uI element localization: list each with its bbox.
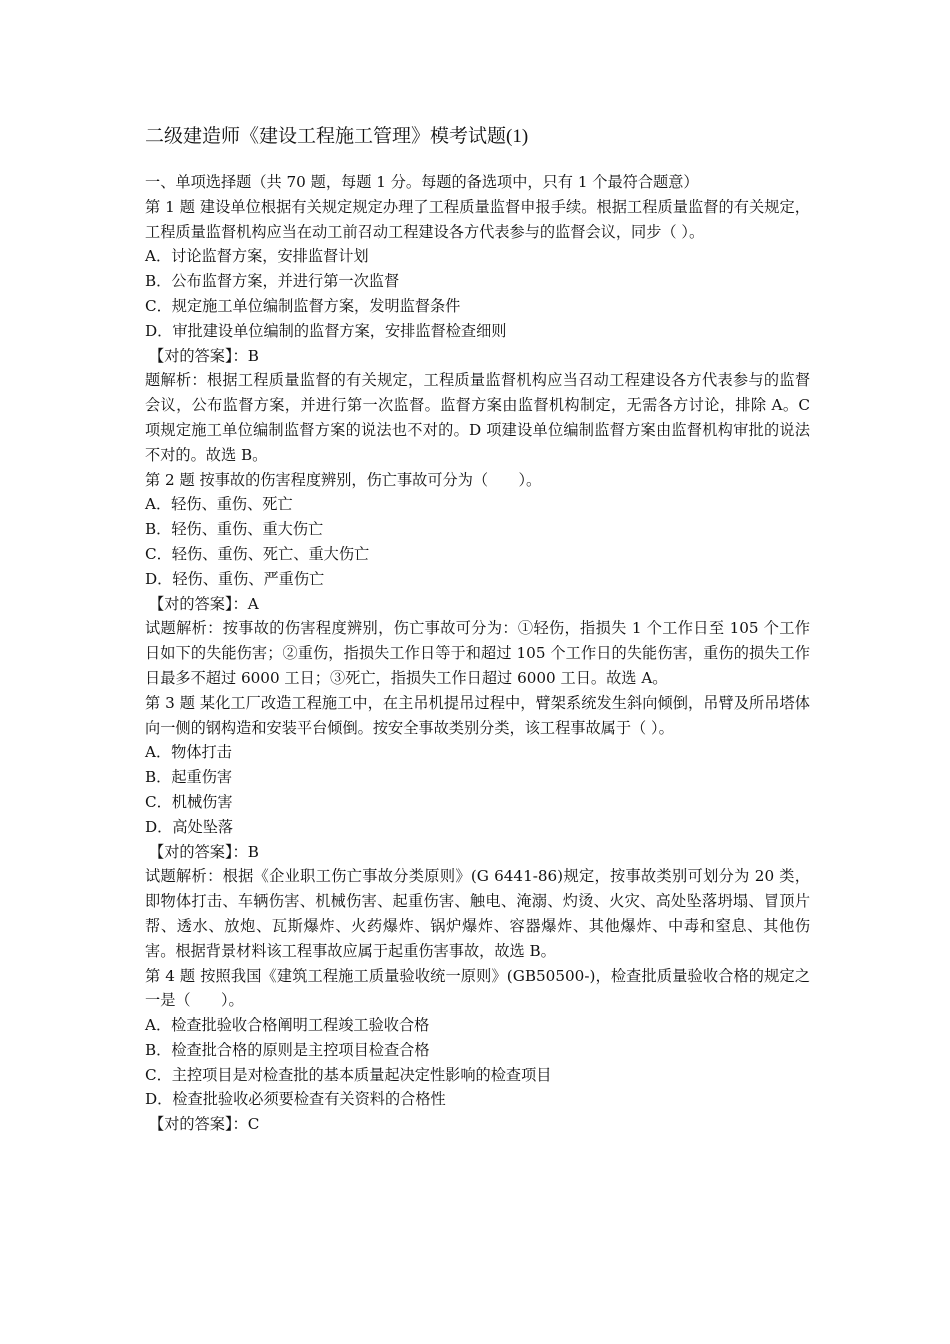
option-b: B．公布监督方案，并进行第一次监督 xyxy=(145,272,400,291)
option-d: D．轻伤、重伤、严重伤亡 xyxy=(145,569,325,588)
option-a: A．检查批验收合格阐明工程竣工验收合格 xyxy=(145,1016,430,1035)
question-stem: 第 1 题 建设单位根据有关规定规定办理了工程质量监督申报手续。根据工程质量监督的有关规定，工程质量监督机构应当在动工前召动工程建设各方代表参与的监督会议，同步（ ）。 xyxy=(145,197,810,241)
section-header: 一、单项选择题（共 70 题，每题 1 分。每题的备选项中，只有 1 个最符合题意） xyxy=(145,173,699,191)
option-d: D．高处坠落 xyxy=(145,817,234,836)
correct-answer: 【对的答案】：A xyxy=(149,594,259,613)
question-stem: 第 3 题 某化工厂改造工程施工中，在主吊机提吊过程中，臂架系统发生斜向倾倒，吊臂及所吊塔体向一侧的钢构造和安装平台倾倒。按安全事故类别分类，该工程事故属于（ ）。 xyxy=(145,693,810,737)
option-a: A．讨论监督方案，安排监督计划 xyxy=(145,247,369,266)
answer-analysis: 题解析：根据工程质量监督的有关规定，工程质量监督机构应当召动工程建设各方代表参与的监督会议，公布监督方案，并进行第一次监督。监督方案由监督机构制定，无需各方讨论，排除 A。C 项规定施工单位编制监督方案的说法也不对的。D 项建设单位编制监督方案由监督机构审批的说法不对的。故选 B。 xyxy=(145,371,810,464)
question-stem: 第 2 题 按事故的伤害程度辨别，伤亡事故可分为（ ）。 xyxy=(145,470,542,489)
option-b: B．检查批合格的原则是主控项目检查合格 xyxy=(145,1040,430,1059)
correct-answer: 【对的答案】：C xyxy=(149,1115,260,1134)
question-2 xyxy=(145,468,810,691)
option-c: C．机械伤害 xyxy=(145,792,233,811)
option-b: B．起重伤害 xyxy=(145,768,233,787)
question-1 xyxy=(145,195,810,468)
document-page xyxy=(145,122,810,1137)
correct-answer: 【对的答案】：B xyxy=(149,346,259,365)
correct-answer: 【对的答案】：B xyxy=(149,842,259,861)
option-c: C．主控项目是对检查批的基本质量起决定性影响的检查项目 xyxy=(145,1065,552,1084)
option-a: A．轻伤、重伤、死亡 xyxy=(145,495,293,514)
option-d: D．审批建设单位编制的监督方案，安排监督检查细则 xyxy=(145,321,507,340)
option-c: C．规定施工单位编制监督方案，发明监督条件 xyxy=(145,296,461,315)
question-4 xyxy=(145,964,810,1138)
option-c: C．轻伤、重伤、死亡、重大伤亡 xyxy=(145,544,370,563)
document-title: 二级建造师《建设工程施工管理》模考试题(1) xyxy=(145,126,529,147)
answer-analysis: 试题解析：根据《企业职工伤亡事故分类原则》(G 6441-86)规定，按事故类别可划分为 20 类，即物体打击、车辆伤害、机械伤害、起重伤害、触电、淹溺、灼烫、火灾、高处坠落坍塌、冒顶片帮、透水、放炮、瓦斯爆炸、火药爆炸、锅炉爆炸、容器爆炸、其他爆炸、中毒和窒息、其他伤害。根据背景材料该工程事故应属于起重伤害事故，故选 B。 xyxy=(145,867,810,960)
answer-analysis: 试题解析：按事故的伤害程度辨别，伤亡事故可分为：①轻伤，指损失 1 个工作日至 105 个工作日如下的失能伤害；②重伤，指损失工作日等于和超过 105 个工作日的失能伤害，重伤的损失工作日最多不超过 6000 工日；③死亡，指损失工作日超过 6000 工日。故选 A。 xyxy=(145,619,810,687)
option-a: A．物体打击 xyxy=(145,743,232,762)
option-b: B．轻伤、重伤、重大伤亡 xyxy=(145,520,324,539)
question-3 xyxy=(145,691,810,964)
question-stem: 第 4 题 按照我国《建筑工程施工质量验收统一原则》(GB50500-)，检查批质量验收合格的规定之一是（ ）。 xyxy=(145,966,810,1010)
option-d: D．检查批验收必须要检查有关资料的合格性 xyxy=(145,1090,446,1109)
